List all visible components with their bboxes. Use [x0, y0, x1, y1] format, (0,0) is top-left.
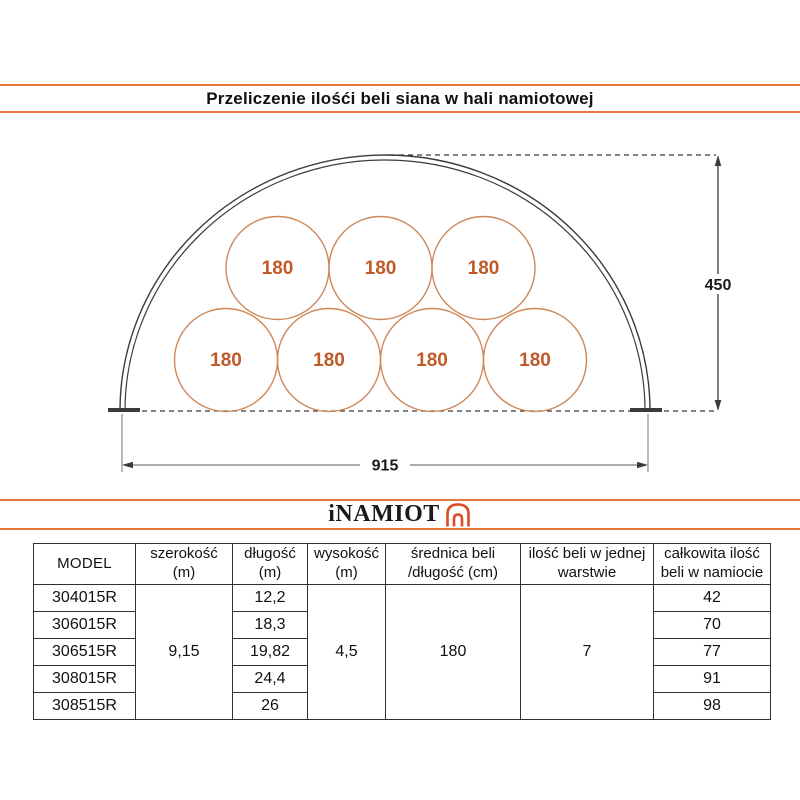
dlugosc-cell: 18,3: [233, 612, 308, 639]
calkowita-cell: 98: [654, 693, 771, 720]
model-cell: 308015R: [34, 666, 136, 693]
logo: [328, 501, 472, 529]
dlugosc-cell: 19,82: [233, 639, 308, 666]
table-row: [34, 585, 771, 612]
model-cell: 304015R: [34, 585, 136, 612]
szerokosc-merged-cell: 9,15: [136, 585, 233, 720]
arrowhead-right: [637, 462, 648, 468]
bale-diameter-label: 180: [467, 258, 500, 279]
ilosc-warstwa-merged-cell: 7: [521, 585, 654, 720]
calkowita-cell: 70: [654, 612, 771, 639]
title-band: [0, 84, 800, 113]
arrowhead-left: [122, 462, 133, 468]
calkowita-cell: 77: [654, 639, 771, 666]
spec-table: [33, 543, 771, 720]
model-cell: 308515R: [34, 693, 136, 720]
page-title: Przeliczenie ilośći beli siana w hali namiotowej: [206, 88, 594, 108]
header-szerokosc: szerokość (m): [136, 544, 233, 585]
bale-diameter-label: 180: [364, 258, 397, 279]
spec-table-wrap: [33, 543, 771, 720]
arrowhead-up: [715, 155, 722, 166]
dlugosc-cell: 12,2: [233, 585, 308, 612]
header-calkowita: całkowita ilość beli w namiocie: [654, 544, 771, 585]
model-cell: 306515R: [34, 639, 136, 666]
bale-diameter-label: 180: [416, 350, 448, 371]
bale-diameter-label: 180: [210, 350, 242, 371]
bale-diameter-label: 180: [519, 350, 551, 371]
tent-cross-section-diagram: [0, 130, 800, 490]
height-dimension-label: 450: [704, 277, 732, 294]
table-header-row: [34, 544, 771, 585]
tent-arch-inner-line: [125, 160, 645, 411]
tent-arch-icon: [444, 501, 472, 529]
wysokosc-merged-cell: 4,5: [308, 585, 386, 720]
srednica-merged-cell: 180: [386, 585, 521, 720]
bale-diameter-label: 180: [261, 258, 294, 279]
header-dlugosc: długość (m): [233, 544, 308, 585]
header-model: MODEL: [34, 544, 136, 585]
logo-text: iNAMIOT: [328, 501, 440, 527]
arrowhead-down: [715, 400, 722, 411]
header-srednica: średnica beli /długość (cm): [386, 544, 521, 585]
logo-band: [0, 499, 800, 530]
calkowita-cell: 91: [654, 666, 771, 693]
tent-arch-outer-line: [120, 155, 650, 411]
header-ilosc-warstwa: ilość beli w jednej warstwie: [521, 544, 654, 585]
dlugosc-cell: 24,4: [233, 666, 308, 693]
model-cell: 306015R: [34, 612, 136, 639]
bale-diameter-label: 180: [313, 350, 345, 371]
dlugosc-cell: 26: [233, 693, 308, 720]
width-dimension-label: 915: [371, 457, 399, 475]
header-wysokosc: wysokość (m): [308, 544, 386, 585]
calkowita-cell: 42: [654, 585, 771, 612]
